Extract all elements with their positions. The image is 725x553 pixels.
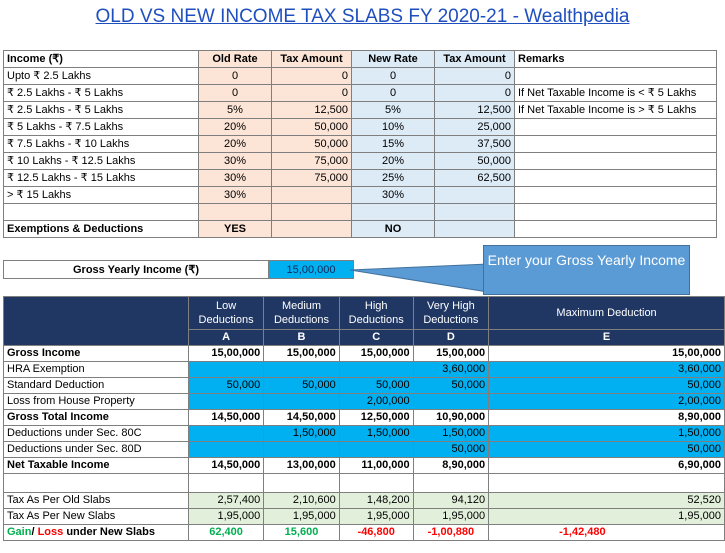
col-header-d[interactable]: Very High Deductions xyxy=(413,297,488,330)
cell[interactable] xyxy=(435,221,515,238)
cell[interactable] xyxy=(264,474,339,493)
row-label[interactable]: Deductions under Sec. 80C xyxy=(4,426,189,442)
cell[interactable]: 50,000 xyxy=(413,378,488,394)
cell[interactable]: -1,42,480 xyxy=(489,525,725,541)
cell[interactable]: ₹ 7.5 Lakhs - ₹ 10 Lakhs xyxy=(4,136,199,153)
slab-row xyxy=(4,136,717,153)
row-standard-deduction xyxy=(4,378,725,394)
cell[interactable] xyxy=(352,204,435,221)
cell[interactable] xyxy=(339,442,413,458)
cell[interactable]: 0 xyxy=(272,68,352,85)
cell[interactable] xyxy=(4,204,199,221)
row-hra xyxy=(4,362,725,378)
cell[interactable]: 15,00,000 xyxy=(489,346,725,362)
row-80c xyxy=(4,426,725,442)
cell[interactable] xyxy=(515,136,717,153)
row-label[interactable]: Tax As Per Old Slabs xyxy=(4,493,189,509)
col-letter-b[interactable]: B xyxy=(264,330,339,346)
col-header-a[interactable]: Low Deductions xyxy=(188,297,263,330)
cell[interactable]: 30% xyxy=(199,170,272,187)
cell[interactable]: If Net Taxable Income is < ₹ 5 Lakhs xyxy=(515,85,717,102)
cell[interactable]: 5% xyxy=(352,102,435,119)
cell[interactable] xyxy=(272,187,352,204)
cell[interactable] xyxy=(515,153,717,170)
cell[interactable]: 8,90,000 xyxy=(489,410,725,426)
cell[interactable]: 50,000 xyxy=(188,378,263,394)
cell[interactable]: 20% xyxy=(352,153,435,170)
cell[interactable]: 62,400 xyxy=(188,525,263,541)
cell[interactable]: 0 xyxy=(435,68,515,85)
calc-header-row xyxy=(4,297,725,330)
cell[interactable]: 25,000 xyxy=(435,119,515,136)
col-header-e[interactable]: Maximum Deduction xyxy=(489,297,725,330)
cell[interactable]: 1,50,000 xyxy=(339,426,413,442)
cell[interactable]: Upto ₹ 2.5 Lakhs xyxy=(4,68,199,85)
sheet-title: OLD VS NEW INCOME TAX SLABS FY 2020-21 - Wealthpedia xyxy=(95,6,630,27)
cell[interactable]: 5% xyxy=(199,102,272,119)
cell[interactable]: 12,50,000 xyxy=(339,410,413,426)
cell[interactable]: 94,120 xyxy=(413,493,488,509)
gross-income-input[interactable]: 15,00,000 xyxy=(269,261,354,279)
row-tax-old xyxy=(4,493,725,509)
row-label[interactable]: HRA Exemption xyxy=(4,362,189,378)
cell[interactable] xyxy=(264,362,339,378)
gain-loss-suffix: under New Slabs xyxy=(63,526,155,538)
col-letter-e[interactable]: E xyxy=(489,330,725,346)
cell[interactable] xyxy=(188,426,263,442)
header-remarks[interactable]: Remarks xyxy=(515,51,717,68)
col-letter-a[interactable]: A xyxy=(188,330,263,346)
cell[interactable]: 1,50,000 xyxy=(489,426,725,442)
separator: / xyxy=(31,526,38,538)
cell[interactable]: 2,00,000 xyxy=(339,394,413,410)
cell[interactable]: 2,00,000 xyxy=(489,394,725,410)
cell[interactable]: > ₹ 15 Lakhs xyxy=(4,187,199,204)
row-gross-total-income xyxy=(4,410,725,426)
header-new-tax[interactable]: Tax Amount xyxy=(435,51,515,68)
cell[interactable]: 0 xyxy=(352,85,435,102)
cell[interactable]: ₹ 5 Lakhs - ₹ 7.5 Lakhs xyxy=(4,119,199,136)
slab-row xyxy=(4,170,717,187)
slab-table xyxy=(3,50,717,238)
cell[interactable]: 15,00,000 xyxy=(188,346,263,362)
slab-row-empty xyxy=(4,204,717,221)
cell[interactable]: 50,000 xyxy=(413,442,488,458)
cell[interactable] xyxy=(272,204,352,221)
cell[interactable]: 1,95,000 xyxy=(489,509,725,525)
cell[interactable]: If Net Taxable Income is > ₹ 5 Lakhs xyxy=(515,102,717,119)
cell[interactable]: 15% xyxy=(352,136,435,153)
slab-row xyxy=(4,102,717,119)
cell[interactable]: 1,95,000 xyxy=(413,509,488,525)
cell[interactable]: 0 xyxy=(199,85,272,102)
header-old-tax[interactable]: Tax Amount xyxy=(272,51,352,68)
cell[interactable]: 0 xyxy=(272,85,352,102)
cell[interactable]: ₹ 12.5 Lakhs - ₹ 15 Lakhs xyxy=(4,170,199,187)
cell[interactable]: 1,95,000 xyxy=(188,509,263,525)
row-label[interactable]: Net Taxable Income xyxy=(4,458,189,474)
col-header-c[interactable]: High Deductions xyxy=(339,297,413,330)
col-letter-d[interactable]: D xyxy=(413,330,488,346)
cell[interactable]: 75,000 xyxy=(272,170,352,187)
cell[interactable] xyxy=(188,394,263,410)
cell[interactable]: 3,60,000 xyxy=(413,362,488,378)
exemptions-new[interactable]: NO xyxy=(352,221,435,238)
row-label[interactable]: Tax As Per New Slabs xyxy=(4,509,189,525)
row-label[interactable]: Gross Income xyxy=(4,346,189,362)
cell[interactable]: 30% xyxy=(199,187,272,204)
cell[interactable] xyxy=(339,474,413,493)
cell[interactable]: 1,48,200 xyxy=(339,493,413,509)
cell[interactable]: -1,00,880 xyxy=(413,525,488,541)
cell[interactable]: 15,00,000 xyxy=(264,346,339,362)
cell[interactable]: 11,00,000 xyxy=(339,458,413,474)
col-header-b[interactable]: Medium Deductions xyxy=(264,297,339,330)
cell[interactable]: 50,000 xyxy=(272,136,352,153)
loss-word: Loss xyxy=(37,526,64,538)
row-label[interactable]: Gross Total Income xyxy=(4,410,189,426)
cell[interactable]: 2,10,600 xyxy=(264,493,339,509)
cell[interactable] xyxy=(4,297,189,346)
gain-word: Gain xyxy=(7,526,32,538)
cell[interactable]: 0 xyxy=(199,68,272,85)
cell[interactable]: 25% xyxy=(352,170,435,187)
cell[interactable]: 14,50,000 xyxy=(188,410,263,426)
cell[interactable] xyxy=(435,204,515,221)
cell[interactable]: 50,000 xyxy=(272,119,352,136)
cell[interactable] xyxy=(413,394,488,410)
cell[interactable] xyxy=(272,221,352,238)
gross-income-label: Gross Yearly Income (₹) xyxy=(4,261,269,279)
cell[interactable] xyxy=(339,362,413,378)
cell[interactable]: 50,000 xyxy=(435,153,515,170)
cell[interactable]: -46,800 xyxy=(339,525,413,541)
cell[interactable] xyxy=(188,474,263,493)
cell[interactable]: 50,000 xyxy=(264,378,339,394)
cell[interactable]: 1,50,000 xyxy=(413,426,488,442)
cell[interactable] xyxy=(199,204,272,221)
exemptions-label[interactable]: Exemptions & Deductions xyxy=(4,221,199,238)
cell[interactable]: 3,60,000 xyxy=(489,362,725,378)
cell[interactable]: 14,50,000 xyxy=(264,410,339,426)
row-net-taxable-income xyxy=(4,458,725,474)
row-house-property xyxy=(4,394,725,410)
cell[interactable] xyxy=(515,187,717,204)
row-label[interactable] xyxy=(4,525,189,541)
header-old-rate[interactable]: Old Rate xyxy=(199,51,272,68)
cell[interactable]: ₹ 2.5 Lakhs - ₹ 5 Lakhs xyxy=(4,85,199,102)
cell[interactable]: 30% xyxy=(352,187,435,204)
cell[interactable] xyxy=(515,68,717,85)
row-spacer xyxy=(4,474,725,493)
cell[interactable]: 15,00,000 xyxy=(413,346,488,362)
cell[interactable]: 37,500 xyxy=(435,136,515,153)
row-label[interactable]: Deductions under Sec. 80D xyxy=(4,442,189,458)
row-tax-new xyxy=(4,509,725,525)
cell[interactable] xyxy=(4,474,189,493)
row-label[interactable]: Loss from House Property xyxy=(4,394,189,410)
cell[interactable] xyxy=(515,170,717,187)
gross-income-input-row xyxy=(3,260,354,279)
cell[interactable]: ₹ 2.5 Lakhs - ₹ 5 Lakhs xyxy=(4,102,199,119)
cell[interactable]: 15,00,000 xyxy=(339,346,413,362)
cell[interactable]: 15,600 xyxy=(264,525,339,541)
cell[interactable]: 0 xyxy=(352,68,435,85)
cell[interactable]: ₹ 10 Lakhs - ₹ 12.5 Lakhs xyxy=(4,153,199,170)
cell[interactable]: 1,50,000 xyxy=(264,426,339,442)
cell[interactable]: 8,90,000 xyxy=(413,458,488,474)
cell[interactable]: 10% xyxy=(352,119,435,136)
col-letter-c[interactable]: C xyxy=(339,330,413,346)
slab-header-row xyxy=(4,51,717,68)
slab-row xyxy=(4,119,717,136)
cell[interactable] xyxy=(515,204,717,221)
slab-row xyxy=(4,85,717,102)
cell[interactable]: 50,000 xyxy=(489,442,725,458)
cell[interactable] xyxy=(188,362,263,378)
cell[interactable] xyxy=(515,119,717,136)
cell[interactable]: 30% xyxy=(199,153,272,170)
row-gross-income xyxy=(4,346,725,362)
cell[interactable] xyxy=(188,442,263,458)
slab-row xyxy=(4,153,717,170)
header-new-rate[interactable]: New Rate xyxy=(352,51,435,68)
deduction-calc-table xyxy=(3,296,725,541)
cell[interactable]: 50,000 xyxy=(489,378,725,394)
slab-row xyxy=(4,187,717,204)
cell[interactable]: 12,500 xyxy=(272,102,352,119)
cell[interactable]: 1,95,000 xyxy=(264,509,339,525)
cell[interactable]: 75,000 xyxy=(272,153,352,170)
cell[interactable]: 6,90,000 xyxy=(489,458,725,474)
cell[interactable]: 50,000 xyxy=(339,378,413,394)
cell[interactable]: 10,90,000 xyxy=(413,410,488,426)
cell[interactable]: 1,95,000 xyxy=(339,509,413,525)
cell[interactable] xyxy=(515,221,717,238)
cell[interactable]: 52,520 xyxy=(489,493,725,509)
row-label[interactable]: Standard Deduction xyxy=(4,378,189,394)
cell[interactable] xyxy=(264,394,339,410)
row-80d xyxy=(4,442,725,458)
cell[interactable]: 13,00,000 xyxy=(264,458,339,474)
header-income[interactable]: Income (₹) xyxy=(4,51,199,68)
cell[interactable]: 20% xyxy=(199,136,272,153)
cell[interactable]: 14,50,000 xyxy=(188,458,263,474)
cell[interactable]: 0 xyxy=(435,85,515,102)
cell[interactable] xyxy=(435,187,515,204)
cell[interactable]: 62,500 xyxy=(435,170,515,187)
exemptions-row xyxy=(4,221,717,238)
cell[interactable]: 2,57,400 xyxy=(188,493,263,509)
cell[interactable]: 12,500 xyxy=(435,102,515,119)
row-gain-loss xyxy=(4,525,725,541)
cell[interactable] xyxy=(489,474,725,493)
exemptions-old[interactable]: YES xyxy=(199,221,272,238)
callout-bubble: Enter your Gross Yearly Income xyxy=(483,245,690,295)
cell[interactable] xyxy=(413,474,488,493)
cell[interactable]: 20% xyxy=(199,119,272,136)
slab-row xyxy=(4,68,717,85)
cell[interactable] xyxy=(264,442,339,458)
